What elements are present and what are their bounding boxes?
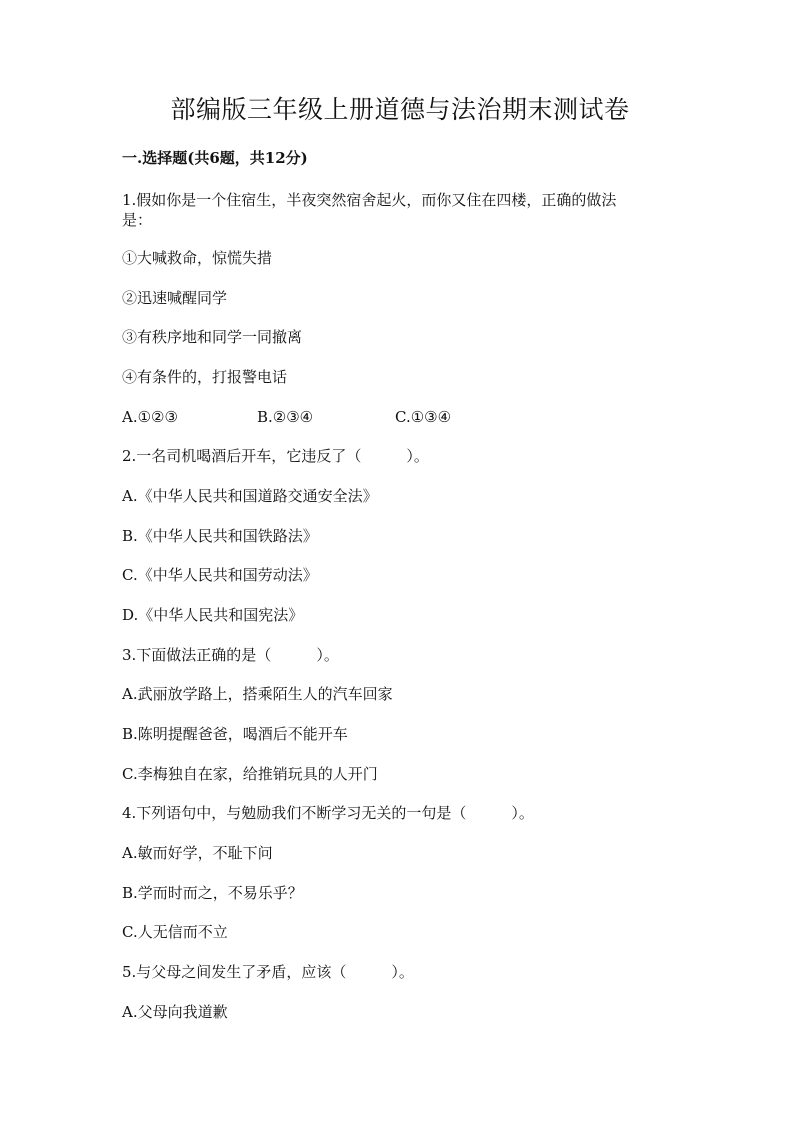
section-heading: 一.选择题(共6题，共12分): [122, 149, 308, 167]
question-2-option-c: C.《中华人民共和国劳动法》: [122, 566, 318, 584]
question-1-option-c: C.①③④: [395, 408, 452, 426]
question-5-option-a: A.父母向我道歉: [122, 1003, 228, 1021]
question-4-stem: 4.下列语句中，与勉励我们不断学习无关的一句是（ ）。: [122, 804, 534, 822]
question-2-option-b: B.《中华人民共和国铁路法》: [122, 527, 318, 545]
page-title: 部编版三年级上册道德与法治期末测试卷: [170, 95, 630, 124]
question-1-stem-line-1: 1.假如你是一个住宿生，半夜突然宿舍起火，而你又住在四楼，正确的做法: [122, 191, 617, 209]
question-2-option-a: A.《中华人民共和国道路交通安全法》: [122, 487, 378, 505]
question-1-item-4: ④有条件的，打报警电话: [122, 368, 288, 386]
question-1-item-3: ③有秩序地和同学一同撤离: [122, 328, 303, 346]
question-3-option-c: C.李梅独自在家，给推销玩具的人开门: [122, 765, 378, 783]
question-3-stem: 3.下面做法正确的是（ ）。: [122, 646, 339, 664]
question-3-option-b: B.陈明提醒爸爸，喝酒后不能开车: [122, 725, 348, 743]
question-1-item-2: ②迅速喊醒同学: [122, 289, 228, 307]
question-2-stem: 2.一名司机喝酒后开车，它违反了（ ）。: [122, 447, 429, 465]
question-1-item-1: ①大喊救命，惊慌失措: [122, 249, 273, 267]
question-4-option-a: A.敏而好学，不耻下问: [122, 844, 273, 862]
question-1-stem-line-2: 是：: [122, 211, 153, 229]
question-1-options: [122, 407, 682, 427]
question-1-option-a: A.①②③: [122, 408, 178, 426]
question-2-option-d: D.《中华人民共和国宪法》: [122, 606, 304, 624]
question-4-option-c: C.人无信而不立: [122, 923, 228, 941]
question-5-stem: 5.与父母之间发生了矛盾，应该（ ）。: [122, 963, 414, 981]
question-1-option-b: B.②③④: [257, 408, 314, 426]
question-3-option-a: A.武丽放学路上，搭乘陌生人的汽车回家: [122, 685, 393, 703]
question-4-option-b: B.学而时而之，不易乐乎？: [122, 884, 303, 902]
